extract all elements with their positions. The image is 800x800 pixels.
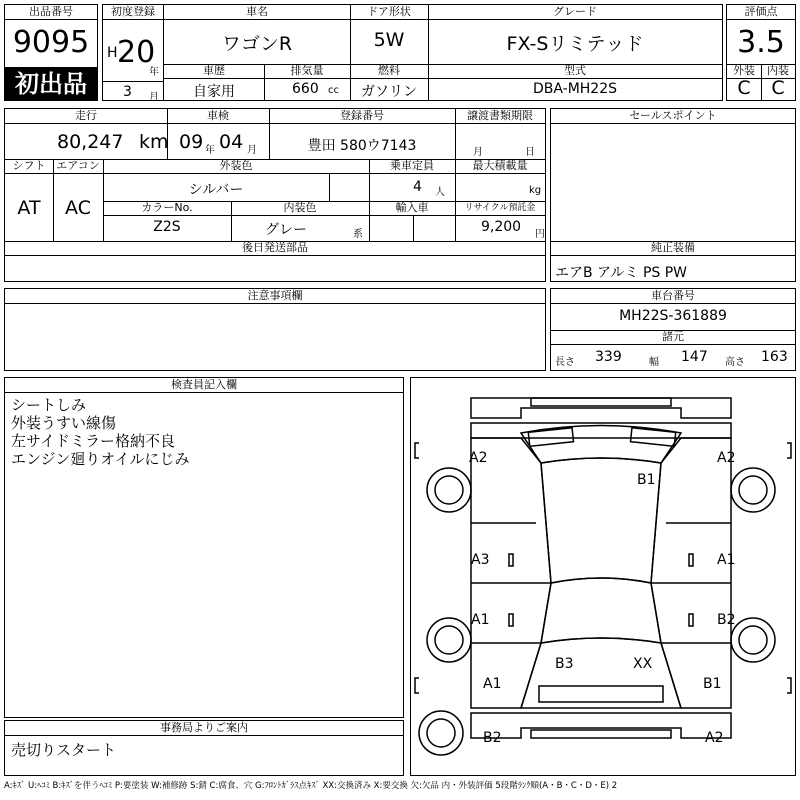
- vehicle-info-box: [163, 4, 723, 101]
- width-label: 幅: [649, 357, 659, 368]
- office-label: 事務局よりご案内: [5, 721, 403, 736]
- score-label: 評価点: [727, 5, 795, 20]
- first-reg-month: 3: [123, 84, 132, 100]
- ext-color-label: 外装色: [103, 159, 369, 174]
- import-label: 輸入車: [369, 201, 455, 216]
- transfer-docs-label: 譲渡書類期限: [455, 109, 545, 124]
- fuel-label: 燃料: [350, 64, 428, 79]
- ext-color-value: シルバー: [188, 182, 244, 198]
- genuine-equipment-value: エアB アルミ PS PW: [555, 265, 688, 281]
- int-color-value: グレー: [265, 222, 307, 238]
- office-box: [4, 720, 404, 776]
- max-load-unit: kg: [529, 185, 542, 196]
- shift-value: AT: [17, 197, 41, 219]
- int-color-suffix: 系: [353, 229, 363, 240]
- transfer-docs-month: 月: [473, 147, 483, 158]
- first-listing-badge: 初出品: [5, 67, 97, 101]
- capacity-label: 乗車定員: [369, 159, 455, 174]
- damage-mark: A2: [469, 450, 488, 466]
- max-load-label: 最大積載量: [455, 159, 545, 174]
- exterior-grade: C: [737, 77, 751, 99]
- height-label: 高さ: [725, 357, 745, 368]
- inspection-month-unit: 月: [247, 145, 257, 156]
- mileage-unit: km: [139, 131, 169, 153]
- car-name: ワゴンR: [221, 33, 293, 55]
- lot-box: [4, 4, 98, 101]
- damage-mark: XX: [633, 656, 653, 672]
- model-label: 型式: [428, 64, 722, 79]
- damage-mark: A2: [705, 730, 724, 746]
- displacement-label: 排気量: [264, 64, 350, 79]
- length-label: 長さ: [555, 357, 575, 368]
- recycle-label: リサイクル預託金: [455, 201, 545, 216]
- capacity-value: 4: [413, 179, 422, 195]
- office-value: 売切りスタート: [11, 741, 117, 759]
- legend-text: A:ｷｽﾞ U:ﾍｺﾐ B:ｷｽﾞを伴うﾍｺﾐ P:要塗装 W:補修跡 S:錆 C:腐食、穴 G:ﾌﾛﾝﾄｶﾞﾗｽ点ｷｽﾞ XX:交換済み X:要交換 欠:欠品 内・外装評価 5段階ﾗﾝｸ順(A・B・C・D・E) 2: [4, 781, 618, 791]
- damage-mark: B2: [483, 730, 502, 746]
- chassis-label: 車台番号: [551, 289, 795, 304]
- displacement-value: 660: [292, 81, 319, 97]
- damage-mark: A1: [483, 676, 502, 692]
- height-value: 163: [761, 349, 788, 365]
- car-name-label: 車名: [164, 5, 350, 20]
- score-value: 3.5: [737, 25, 785, 60]
- registration-label: 登録番号: [269, 109, 455, 124]
- lot-label: 出品番号: [5, 5, 97, 20]
- registration-value: 豊田 580ウ7143: [307, 138, 417, 154]
- inspection-year-unit: 年: [205, 145, 215, 156]
- damage-diagram: [410, 377, 796, 776]
- first-reg-year-unit: 年: [149, 67, 159, 78]
- inspector-line: エンジン廻りオイルにじみ: [11, 450, 190, 468]
- color-no-value: Z2S: [153, 219, 181, 235]
- inspection-month: 04: [219, 131, 244, 153]
- damage-mark: A3: [471, 552, 490, 568]
- spec-box: [4, 108, 546, 282]
- damage-mark: A1: [471, 612, 490, 628]
- color-no-label: カラーNo.: [103, 201, 231, 216]
- history-value: 自家用: [193, 84, 235, 100]
- damage-mark: B1: [637, 472, 656, 488]
- inspector-line: 左サイドミラー格納不良: [11, 432, 175, 450]
- genuine-equipment-label: 純正装備: [551, 241, 795, 256]
- int-color-label: 内装色: [231, 201, 369, 216]
- mileage-label: 走行: [5, 109, 167, 124]
- notes-label: 注意事項欄: [5, 289, 545, 304]
- sales-points-label: セールスポイント: [551, 109, 795, 124]
- grade-label: グレード: [428, 5, 722, 20]
- aircon-label: エアコン: [53, 159, 103, 174]
- damage-mark: B3: [555, 656, 574, 672]
- first-reg-month-unit: 月: [149, 92, 159, 103]
- inspector-line: シートしみ: [11, 396, 87, 414]
- doors-value: 5W: [373, 29, 405, 51]
- dims-label: 諸元: [551, 330, 795, 345]
- recycle-unit: 円: [535, 229, 545, 240]
- inspection-label: 車検: [167, 109, 269, 124]
- fuel-value: ガソリン: [361, 84, 417, 100]
- width-value: 147: [681, 349, 708, 365]
- interior-grade: C: [771, 77, 785, 99]
- sales-points-box: [550, 108, 796, 282]
- model-value: DBA-MH22S: [532, 81, 617, 97]
- chassis-value: MH22S-361889: [619, 308, 727, 324]
- first-reg-box: [102, 4, 164, 101]
- recycle-value: 9,200: [481, 219, 522, 235]
- transfer-docs-day: 日: [525, 147, 535, 158]
- first-reg-label: 初度登録: [103, 5, 163, 20]
- mileage-value: 80,247: [57, 131, 124, 153]
- later-parts-label: 後日発送部品: [5, 241, 545, 256]
- interior-grade-label: 内装: [761, 64, 795, 79]
- aircon-value: AC: [65, 197, 91, 219]
- inspector-box: [4, 377, 404, 718]
- shift-label: シフト: [5, 159, 53, 174]
- damage-mark: B2: [717, 612, 736, 628]
- inspector-label: 検査員記入欄: [5, 378, 403, 393]
- grade-value: FX-Sリミテッド: [506, 33, 644, 55]
- first-reg-year: 20: [117, 35, 156, 70]
- damage-mark: A2: [717, 450, 736, 466]
- history-label: 車歴: [164, 64, 264, 79]
- damage-mark: B1: [703, 676, 722, 692]
- inspector-line: 外装うすい線傷: [11, 414, 117, 432]
- inspection-year: 09: [179, 131, 204, 153]
- capacity-unit: 人: [435, 187, 445, 198]
- first-reg-era: H: [107, 45, 118, 61]
- length-value: 339: [595, 349, 622, 365]
- doors-label: ドア形状: [350, 5, 428, 20]
- displacement-unit: cc: [328, 85, 339, 96]
- chassis-box: [550, 288, 796, 371]
- car-outline-svg: [411, 378, 795, 775]
- damage-mark: A1: [717, 552, 736, 568]
- lot-number: 9095: [12, 25, 90, 60]
- notes-box: [4, 288, 546, 371]
- score-box: [726, 4, 796, 101]
- exterior-grade-label: 外装: [727, 64, 761, 79]
